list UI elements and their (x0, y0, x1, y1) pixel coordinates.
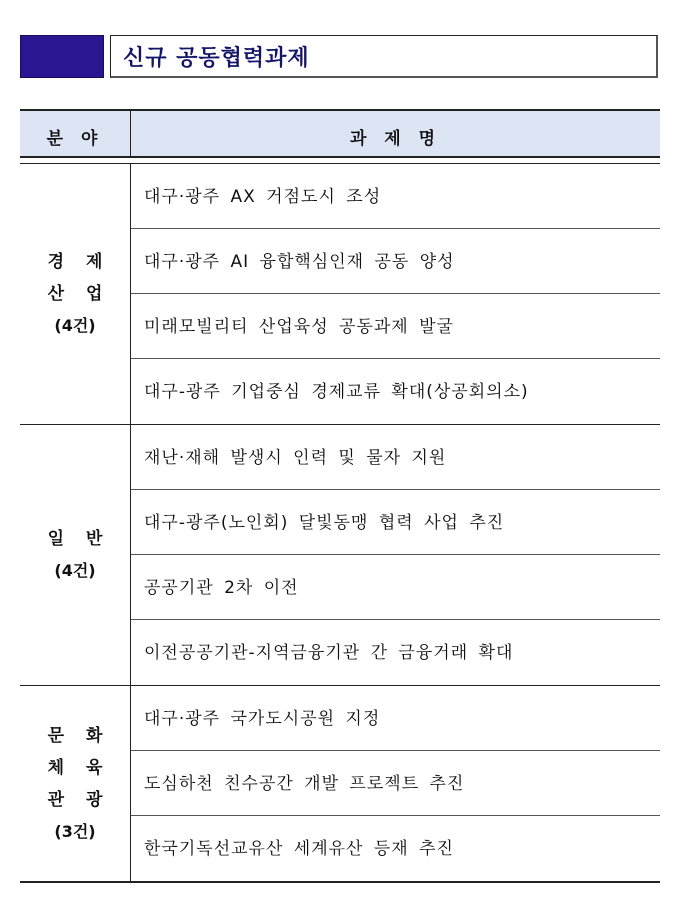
table-row (131, 816, 660, 881)
title-box (110, 35, 658, 78)
task-list (131, 164, 660, 424)
table-header (20, 109, 660, 161)
section-title-bar (20, 35, 660, 78)
table-row (131, 620, 660, 685)
group-general (20, 425, 660, 686)
task-name: 대구·광주 AI 융합핵심인재 공동 양성 (144, 251, 455, 272)
category-count: (3건) (54, 821, 96, 841)
task-name: 도심하천 친수공간 개발 프로젝트 추진 (144, 773, 465, 794)
category-label: 관 광 (47, 789, 111, 810)
table-row (131, 686, 660, 751)
task-list (131, 686, 660, 881)
table-row (131, 490, 660, 555)
title-accent-block (20, 35, 104, 78)
category-cell (20, 164, 131, 424)
task-name: 한국기독선교유산 세계유산 등재 추진 (144, 839, 454, 859)
task-name: 공공기관 2차 이전 (144, 577, 299, 598)
category-label: 경 제 (47, 252, 111, 272)
task-list (131, 425, 660, 685)
task-name: 미래모빌리티 산업육성 공동과제 발굴 (144, 316, 454, 337)
table-row (131, 164, 660, 229)
task-name: 대구·광주 AX 거점도시 조성 (144, 186, 382, 207)
page-title: 신규 공동협력과제 (123, 45, 310, 71)
table-body (20, 164, 660, 883)
table-row (131, 425, 660, 490)
table-row (131, 555, 660, 620)
category-label: 체 육 (47, 757, 111, 778)
header-task-name: 과 제 명 (349, 128, 442, 149)
category-label: 산 업 (47, 284, 111, 304)
header-category: 분 야 (20, 111, 131, 161)
task-name: 대구-광주 기업중심 경제교류 확대(상공회의소) (144, 382, 529, 402)
category-cell (20, 425, 131, 685)
category-count: (4건) (54, 316, 96, 335)
category-label: 일 반 (47, 529, 111, 549)
table-row (131, 751, 660, 816)
task-name: 대구·광주 국가도시공원 지정 (144, 708, 381, 729)
category-label: 문 화 (47, 725, 111, 746)
table-row (131, 294, 660, 359)
group-economy-industry (20, 164, 660, 425)
task-name: 대구-광주(노인회) 달빛동맹 협력 사업 추진 (144, 512, 505, 533)
category-count: (4건) (54, 561, 96, 580)
category-cell (20, 686, 131, 881)
group-culture-sports-tourism (20, 686, 660, 883)
task-table (20, 109, 660, 883)
task-name: 재난·재해 발생시 인력 및 물자 지원 (144, 447, 447, 468)
table-row (131, 359, 660, 424)
table-row (131, 229, 660, 294)
task-name: 이전공공기관-지역금융기관 간 금융거래 확대 (144, 643, 514, 663)
